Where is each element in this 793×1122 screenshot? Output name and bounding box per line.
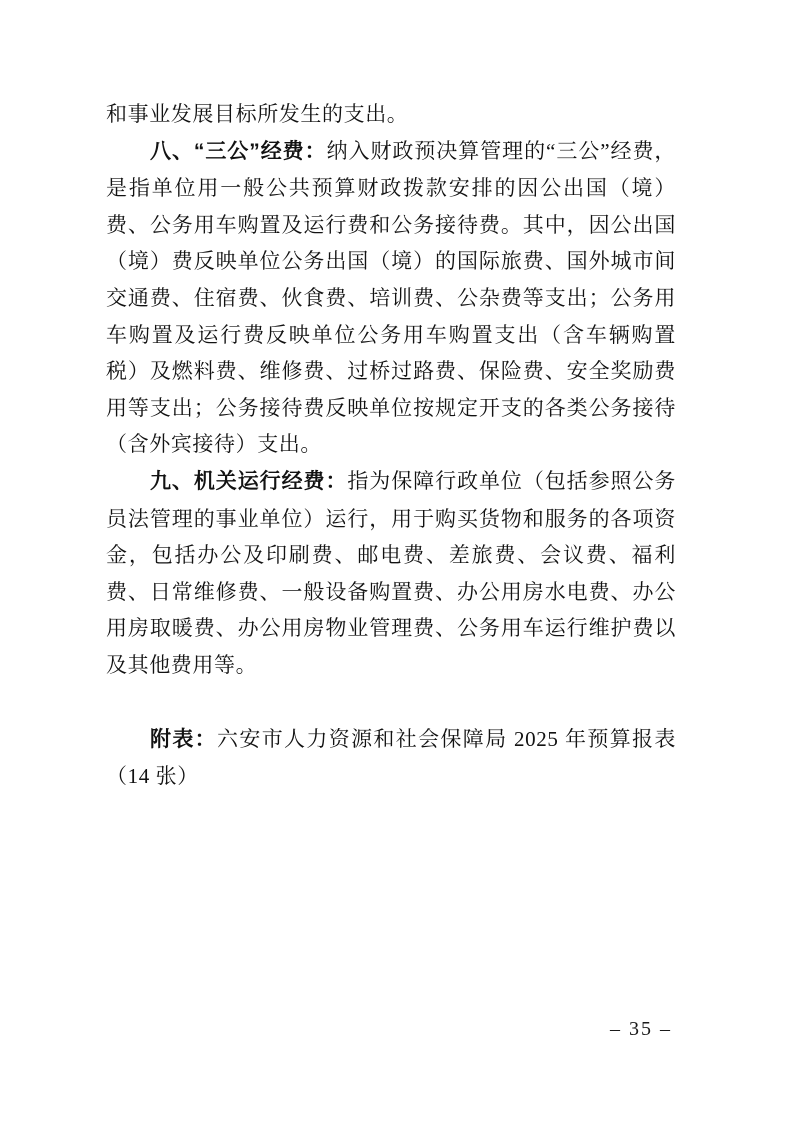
paragraph-attachment-note-text: 六安市人力资源和社会保障局 2025 年预算报表（14 张） — [106, 726, 676, 789]
paragraph-agency-operating-funds-text: 指为保障行政单位（包括参照公务员法管理的事业单位）运行，用于购买货物和服务的各项资金，包括办公及印刷费、邮电费、差旅费、会议费、福利费、日常维修费、一般设备购置费、办公用房水电费、办公用房取暖费、办公用房物业管理费、公务用车运行维护费以及其他费用等。 — [106, 468, 676, 677]
paragraph-attachment-note-lead: 附表： — [150, 727, 218, 751]
document-body — [106, 96, 676, 795]
paragraph-three-public-funds-lead: 八、“三公”经费： — [150, 139, 327, 163]
paragraph-agency-operating-funds-lead: 九、机关运行经费： — [150, 469, 348, 493]
paragraph-carryover — [106, 96, 676, 133]
page-number: – 35 – — [610, 1018, 672, 1040]
paragraph-agency-operating-funds — [106, 463, 676, 684]
paragraph-three-public-funds — [106, 133, 676, 463]
paragraph-carryover-text: 和事业发展目标所发生的支出。 — [106, 102, 409, 126]
paragraph-three-public-funds-text: 纳入财政预决算管理的“三公”经费，是指单位用一般公共预算财政拨款安排的因公出国（境）费、公务用车购置及运行费和公务接待费。其中，因公出国（境）费反映单位公务出国（境）的国际旅费、国外城市间交通费、住宿费、伙食费、培训费、公杂费等支出；公务用车购置及运行费反映单位公务用车购置支出（含车辆购置税）及燃料费、维修费、过桥过路费、保险费、安全奖励费用等支出；公务接待费反映单位按规定开支的各类公务接待（含外宾接待）支出。 — [106, 138, 677, 457]
paragraph-attachment-note — [106, 721, 676, 795]
